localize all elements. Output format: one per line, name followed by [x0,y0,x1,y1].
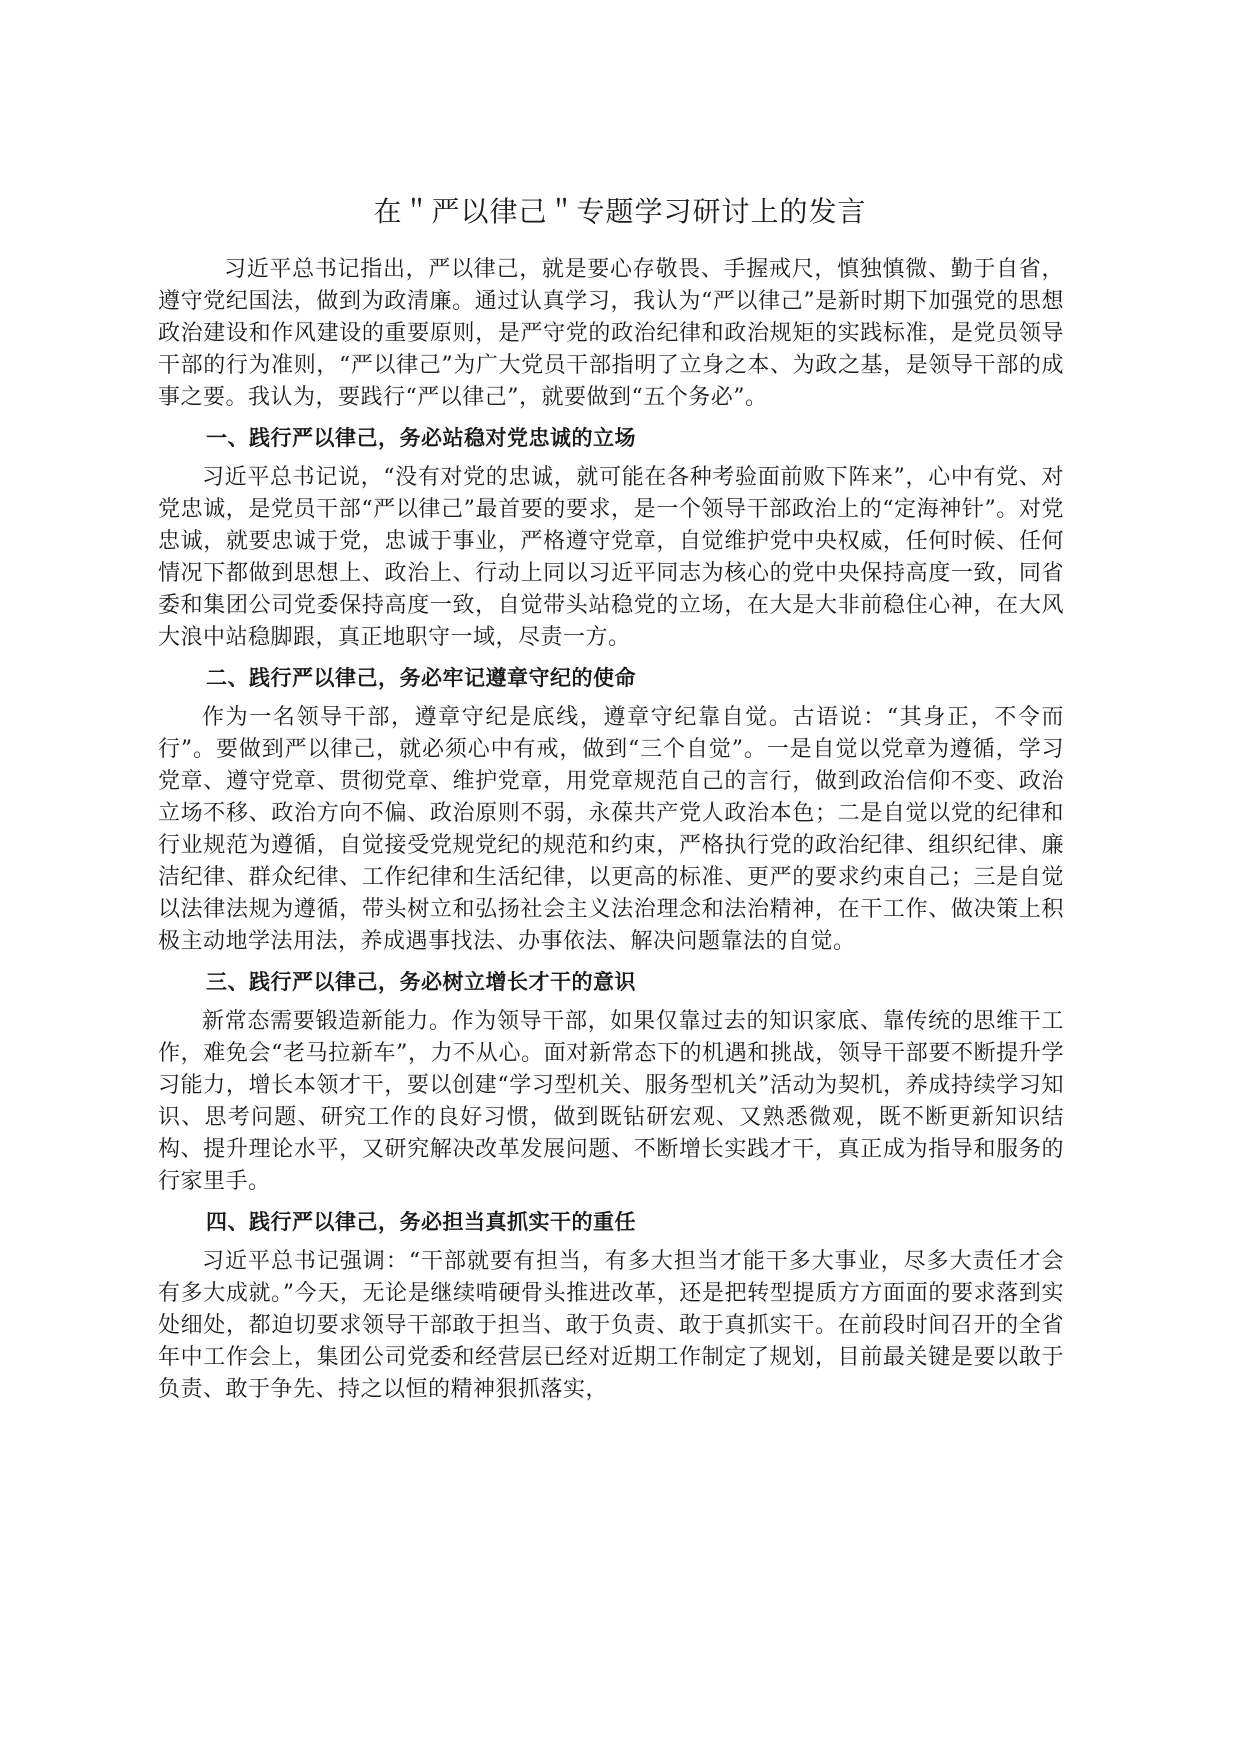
section-paragraph-4: 习近平总书记强调：“干部就要有担当，有多大担当才能干多大事业，尽多大责任才会有多大成就。”今天，无论是继续啃硬骨头推进改革，还是把转型提质方方面面的要求落到实处细处，都迫切要求领导干部敢于担当、敢于负责、敢于真抓实干。在前段时间召开的全省年中工作会上，集团公司党委和经营层已经对近期工作制定了规划，目前最关键是要以敢于负责、敢于争先、持之以恒的精神狠抓落实， [158,1249,1064,1402]
section-paragraph-1: 习近平总书记说，“没有对党的忠诚，就可能在各种考验面前败下阵来”，心中有党、对党忠诚，是党员干部“严以律己”最首要的要求，是一个领导干部政治上的“定海神针”。对党忠诚，就要忠诚于党，忠诚于事业，严格遵守党章，自觉维护党中央权威，任何时候、任何情况下都做到思想上、政治上、行动上同以习近平同志为核心的党中央保持高度一致，同省委和集团公司党委保持高度一致，自觉带头站稳党的立场，在大是大非前稳住心神，在大风大浪中站稳脚跟，真正地职守一域，尽责一方。 [158,465,1064,650]
document-title: 在＂严以律己＂专题学习研讨上的发言 [373,195,867,228]
section-heading-2: 二、践行严以律己，务必牢记遵章守纪的使命 [206,666,636,690]
section-heading-4: 四、践行严以律己，务必担当真抓实干的重任 [206,1210,636,1234]
intro-paragraph: 习近平总书记指出，严以律己，就是要心存敬畏、手握戒尺，慎独慎微、勤于自省，遵守党纪国法，做到为政清廉。通过认真学习，我认为“严以律己”是新时期下加强党的思想政治建设和作风建设的重要原则，是严守党的政治纪律和政治规矩的实践标准，是党员领导干部的行为准则，“严以律己”为广大党员干部指明了立身之本、为政之基，是领导干部的成事之要。我认为，要践行“严以律己”，就要做到“五个务必”。 [158,257,1064,410]
section-heading-1: 一、践行严以律己，务必站稳对党忠诚的立场 [206,426,636,450]
section-heading-3: 三、践行严以律己，务必树立增长才干的意识 [206,970,636,994]
section-paragraph-3: 新常态需要锻造新能力。作为领导干部，如果仅靠过去的知识家底、靠传统的思维干工作，难免会“老马拉新车”，力不从心。面对新常态下的机遇和挑战，领导干部要不断提升学习能力，增长本领才干，要以创建“学习型机关、服务型机关”活动为契机，养成持续学习知识、思考问题、研究工作的良好习惯，做到既钻研宏观、又熟悉微观，既不断更新知识结构、提升理论水平，又研究解决改革发展问题、不断增长实践才干，真正成为指导和服务的行家里手。 [158,1009,1064,1194]
section-paragraph-2: 作为一名领导干部，遵章守纪是底线，遵章守纪靠自觉。古语说：“其身正，不令而行”。要做到严以律己，就必须心中有戒，做到“三个自觉”。一是自觉以党章为遵循，学习党章、遵守党章、贯彻党章、维护党章，用党章规范自己的言行，做到政治信仰不变、政治立场不移、政治方向不偏、政治原则不弱，永葆共产党人政治本色；二是自觉以党的纪律和行业规范为遵循，自觉接受党规党纪的规范和约束，严格执行党的政治纪律、组织纪律、廉洁纪律、群众纪律、工作纪律和生活纪律，以更高的标准、更严的要求约束自己；三是自觉以法律法规为遵循，带头树立和弘扬社会主义法治理念和法治精神，在干工作、做决策上积极主动地学法用法，养成遇事找法、办事依法、解决问题靠法的自觉。 [158,705,1064,954]
document-body [158,254,1064,1414]
